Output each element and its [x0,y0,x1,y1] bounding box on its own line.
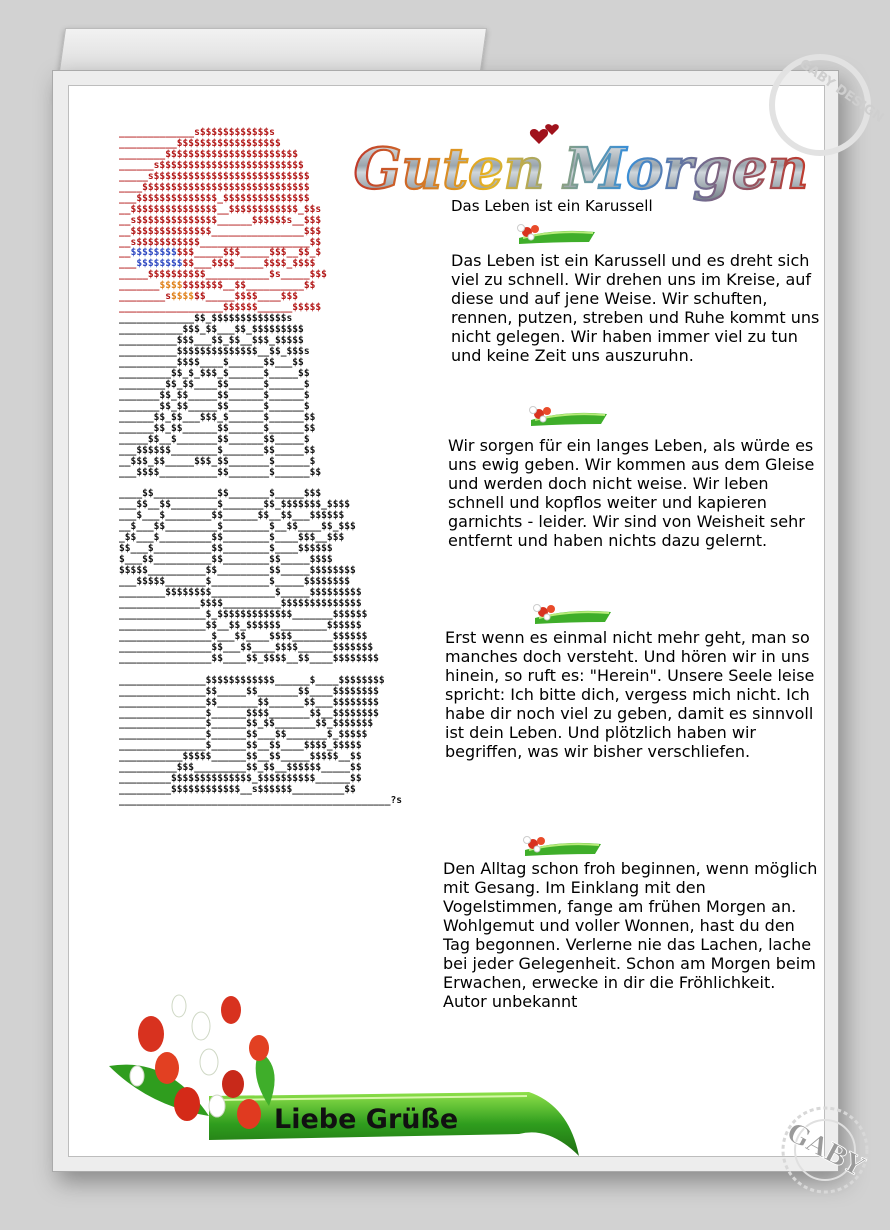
ascii-art-line: ________$$$$$$$$$$$$$$$$$$$$$$$ [119,148,299,160]
poem-line: Schon am Morgen beim Erwachen, [443,954,816,992]
ascii-art-line: _______________$$__$$_$$$$$$________$$$$$$ [119,619,362,631]
flower-divider-icon [509,220,597,246]
ascii-art-line: _________$$_$_$$$_$______$_____$$ [119,367,310,379]
ascii-art-line: ___$$$$__________$$_______$______$$ [119,466,322,478]
poem-line: und es dreht sich viel zu schnell. [451,251,810,289]
flower-divider-icon [515,832,603,858]
poem-line: und keine Zeit uns auszuruhn. [451,346,694,365]
ascii-art-line: ___$$$$$_______$__________$_____$$$$$$$$ [119,576,351,588]
ascii-art-line: ________$$$$$$$$___________$_____$$$$$$$$$ [119,587,362,599]
ascii-art-line: ________________$$___$$____$$$$______$$$$$$$ [119,641,374,653]
ascii-art-line: __________$$$$$$$$$$$$$$$$$$ [119,137,281,149]
ascii-art-line: _____________s$$$$$$$$$$$$s [119,127,275,138]
ascii-art-line: __$$$$$$$$$$$$$$$__$$$$$$$$$$$$_$$s [119,203,322,215]
ascii-art-line: ___$$$$$$$$$$$$$$_$$$$$$$$$$$$$$$ [119,192,310,204]
poem-line: Ich bitte dich, vergess mich nicht. [510,685,782,704]
ascii-art-line: $___$$__________$$________$$_____$$$$ [119,554,333,566]
ascii-art-line: _______________________________________________?s [119,795,403,807]
signature-text: GABY [781,1117,869,1183]
ascii-art-line: ________$$_$$____$$______$______$ [119,378,310,390]
ascii-art-line: ___$$$$$$________$_______$$_____$$ [119,444,316,456]
poem-line: so ruft es: "Herein". [504,666,662,685]
poem-stanza-3 [445,628,824,761]
poem-line: Das Leben ist ein Karussell [451,251,667,270]
ascii-art-line: __________________$$$$$$______$$$$$ [119,302,322,314]
poem-line: und haben nichts dazu gelernt. [517,531,768,550]
ascii-art-line: _____________$$_$$$$$$$$$$$$$s [119,313,293,325]
ascii-art-line: _______________$$_____$$_______$$____$$$$$$$$ [119,685,379,697]
poem-line: Wohlgemut und voller Wonnen, [443,916,695,935]
poem-line: als würde es uns ewig geben. [448,436,814,474]
poem-line: Und plötzlich haben wir begriffen, [445,723,756,761]
ascii-art-line: _____$$__$_______$$______$$_____$ [119,433,310,445]
poem-line: Wir leben schnell und kopflos weiter [448,474,769,512]
ascii-art-line: _______$$$$$$$$$$$__$$__________$$ [119,280,316,292]
ascii-art-line: __________$$$_________$$_$$__$$$$$$_____$$ [119,762,362,774]
poem-line: Wir schuften, rennen, putzen, streben [451,289,768,327]
banner-text: Liebe Grüße [274,1104,459,1135]
ascii-art-line: ________________$___$$____$$$$_______$$$$$$ [119,630,368,642]
poem-title: Das Leben ist ein Karussell [451,197,653,215]
poem-line: auf diese und auf jene Weise. [451,270,812,308]
poem-line: Wir haben immer viel zu tun [570,327,798,346]
ascii-art-line: ____$$___________$$_______$_____$$$ [119,488,322,500]
ascii-art-line: _________$$$$$$$$$$$$__s$$$$$$_________$$ [119,784,356,796]
ascii-art-line: _____s$$$$$$$$$$$$$$$$$$$$$$$$$$$ [119,170,310,182]
poem-line: und Ruhe kommt uns nicht gelegen. [451,308,820,346]
ascii-art-line: ___$$$$$$$$$$___$$$$_____$$$$_$$$$ [119,258,316,270]
ascii-art-line: _______$$_$$_____$$______$______$ [119,389,310,401]
ascii-art-line: $$$$$__________$$_________$$_____$$$$$$$$ [119,565,356,577]
ascii-art-line: ___$___$________$$______$$__$$___$$$$$$ [119,510,345,522]
poem-author: Autor unbekannt [443,992,578,1011]
ascii-art-line: _______________$______$$__$$____$$$$_$$$$$ [119,740,362,752]
gaby-signature-seal [765,1090,885,1210]
poem-line: Erst wenn es einmal nicht mehr geht, [445,628,746,647]
ascii-art-line: __$$$_$$_____$$$_$$_______$______$ [119,455,316,467]
gaby-design-watermark [760,40,887,170]
ascii-art-line: _______________$______$$_$$_______$$_$$$$$$$ [119,718,374,730]
poem-line: was wir bisher verschliefen. [527,742,751,761]
ascii-art-line: __________$$$$____$______$$___$$ [119,357,304,369]
ascii-art-line: ________________$$____$$_$$$$__$$____$$$$$$$$ [119,652,379,664]
poem-line: Den Alltag schon froh beginnen, [443,859,701,878]
card-page [68,85,825,1157]
poem-line: damit es sinnvoll ist dein Leben. [445,704,814,742]
ascii-art-line: _$$___$_________$$________$____$$$__$$$ [119,532,345,544]
ascii-art-line: __s$$$$$$$$$$$___________________$$ [119,236,322,248]
poem-stanza-2 [448,436,824,550]
ascii-art-line: _________$$$$$$$$$$$$$$_$$$$$$$$$$______$$ [119,773,362,785]
ascii-art-line: ____$$$$$$$$$$$$$$$$$$$$$$$$$$$$$ [119,181,310,193]
poem-line: und kapieren garnichts - leider. [448,493,767,531]
poem-line: Und hören wir in uns hinein, [445,647,810,685]
ascii-art-line: _______________$_$$$$$$$$$$$$$_______$$$$$$ [119,608,368,620]
ascii-art-line: ___________$$$_$$___$$_$$$$$$$$$ [119,324,304,336]
poem-line: und werden doch nicht weise. [448,474,688,493]
poem-line: Verlerne nie das Lachen, [565,935,763,954]
ascii-art-line: ___$$__$$________$_______$$_$$$$$$$_$$$$ [119,499,351,511]
ascii-art-line: _______________$______$$$$_______$$__$$$$$$$$ [119,707,379,719]
ascii-art-line: ________s$$$$$$_____$$$$____$$$ [119,291,299,303]
poem-line: Im Einklang mit den Vogelstimmen, [443,878,706,916]
poem-line: lache bei jeder Gelegenheit. [443,935,812,973]
poem-line: Wir drehen uns im Kreise, [574,270,781,289]
ascii-art-line: __________$$$___$$_$$__$$$_$$$$$ [119,335,304,347]
poem-line: Wir sind von Weisheit sehr entfernt [448,512,805,550]
poem-line: Ich habe dir noch viel zu geben, [445,685,810,723]
ascii-art-line: _______________$______$$___$$_______$_$$$$$ [119,729,368,741]
poem-line: hast du den Tag begonnen. [443,916,795,954]
ascii-art-line: __________$$$$$$$$$$$$$$__$$_$$$s [119,346,310,358]
ascii-art-line: _______________$$_______$$______$$___$$$$$$$$ [119,696,379,708]
ascii-art-line: $$___$__________$$________$____$$$$$$ [119,543,333,555]
ascii-art-line: ___________$$$$$______$$__$$_____$$$$$__$$ [119,751,362,763]
poem-line: Unsere Seele leise spricht: [445,666,815,704]
poem-line: Wir kommen aus dem Gleise [584,455,815,474]
ascii-art-line: __$$$$$$$$$$$$$$________________$$$ [119,225,322,237]
ascii-art-line: _______________$$$$$$$$$$$$______$____$$$$$$$$ [119,674,385,686]
poem-line: fange am frühen Morgen an. [567,897,797,916]
ascii-art-line: _____$$$$$$$$$$___________$s_____$$$ [119,269,327,281]
poem-line: man so manches doch versteht. [445,628,810,666]
ascii-art-line: ______________$$$$__________$$$$$$$$$$$$$$ [119,597,362,609]
ascii-art-line: ______$$_$$______$$______$______$$ [119,422,316,434]
logo-text: Guten Morgen [353,136,809,202]
poem-stanza-4 [443,859,824,1011]
ascii-art-line: ______s$$$$$$$$$$$$$$$$$$$$$$$$$ [119,159,304,171]
poem-line: erwecke in dir die Fröhlichkeit. [531,973,776,992]
ascii-art-line: __$___$$_________$________$__$$____$$_$$$ [119,521,356,533]
flower-divider-icon [525,600,613,626]
ascii-art-line: __s$$$$$$$$$$$$$$______$$$$$$s__$$$ [119,214,322,226]
poem-line: Wir sorgen für ein langes Leben, [448,436,708,455]
poem-line: wenn möglich mit Gesang. [443,859,818,897]
ascii-art-line: _______$$_$$_____$$______$______$ [119,400,310,412]
ascii-art-line: ______$$_$$___$$$_$______$______$$ [119,411,316,423]
ascii-art-line: __$$$$$$$$$$$_____$$$_____$$$__$$_$ [119,247,322,259]
flower-divider-icon [521,402,609,428]
poem-stanza-1 [451,251,824,365]
watermark-text: GABY DESIGN [796,56,887,126]
ascii-art-figure [119,128,402,807]
greeting-card [52,70,839,1172]
